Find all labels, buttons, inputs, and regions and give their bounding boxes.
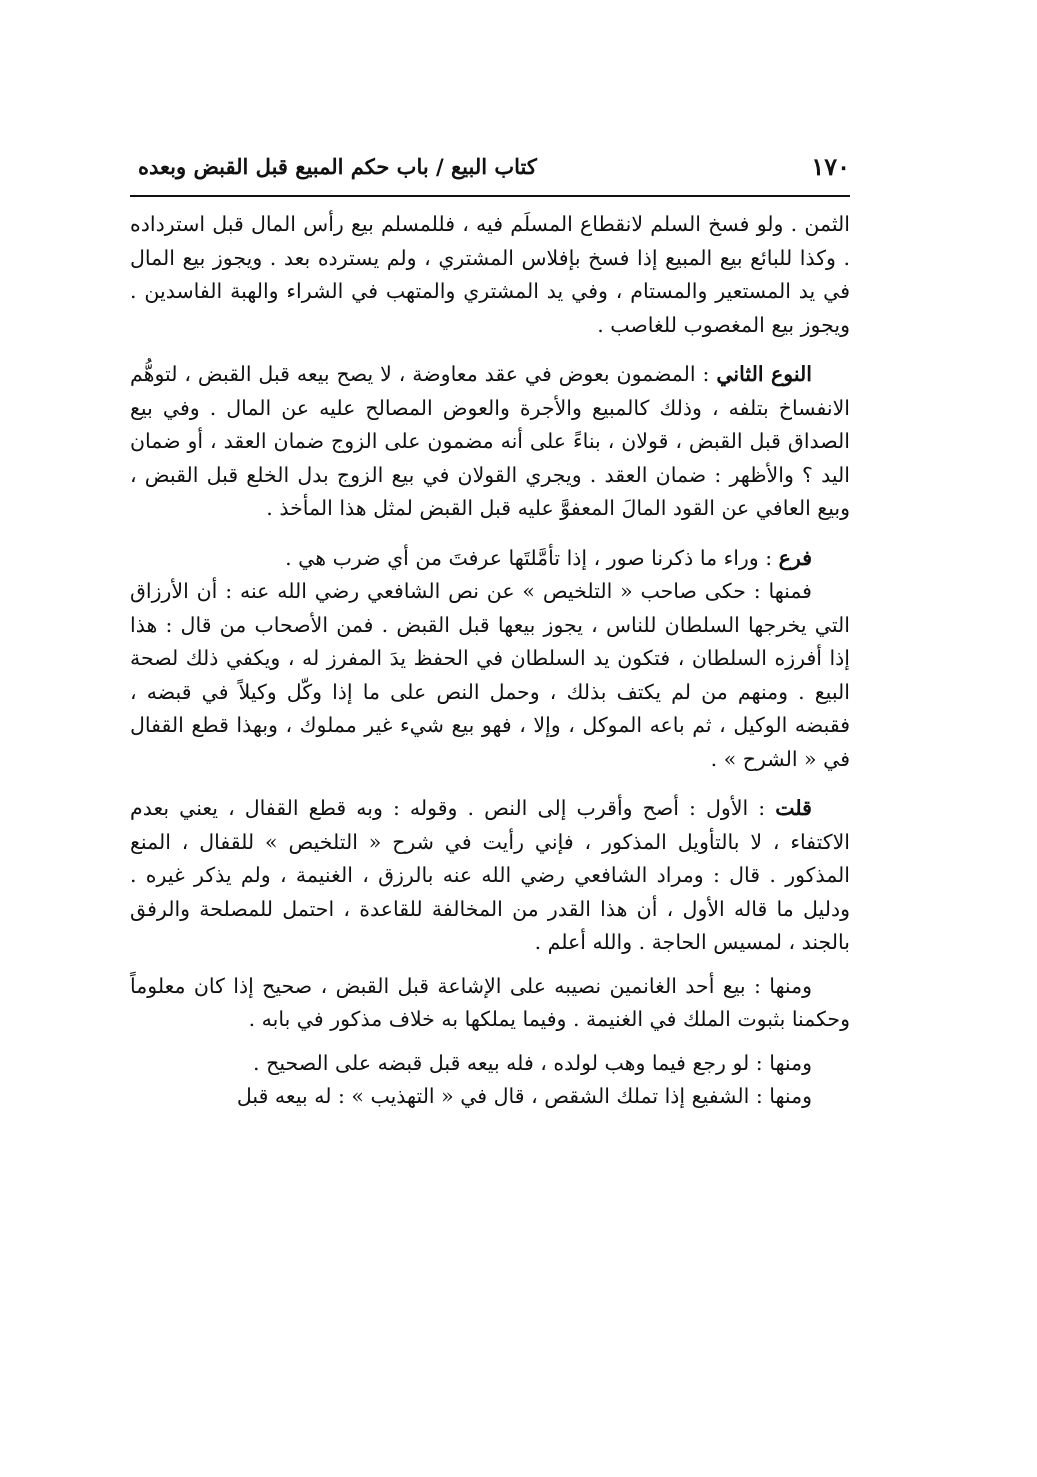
section-lead: قلت: [775, 796, 812, 820]
paragraph-text: ومنها : الشفيع إذا تملك الشقص ، قال في « التهذيب » : له بيعه قبل: [236, 1084, 812, 1108]
paragraph-text: ومنها : بيع أحد الغانمين نصيبه على الإشاعة قبل القبض ، صحيح إذا كان معلوماً وحكمنا بثبوت الملك في الغنيمة . وفيما يملكها به خلاف مذكور في بابه .: [130, 973, 850, 1031]
paragraph-gap: [130, 776, 850, 792]
section-lead: فرع: [778, 545, 812, 570]
paragraph-text: : وراء ما ذكرنا صور ، إذا تأمَّلتَها عرفتَ من أي ضرب هي .: [285, 545, 773, 570]
paragraph-3: [130, 542, 850, 576]
paragraph-text: : الأول : أصح وأقرب إلى النص . وقوله : وبه قطع القفال ، يعني بعدم الاكتفاء ، لا بالتأويل المذكور ، فإني رأيت في شرح « التلخيص » للقفال ، المنع المذكور . قال : ومراد الشافعي رضي الله عنه بالرزق ، الغنيمة ، ولم يذكر غيره . ودليل ما قاله الأول ، أن هذا القدر من المخالفة للقاعدة ، احتمل للمصلحة والرفق بالجند ، لمسيس الحاجة . والله أعلم .: [130, 796, 851, 954]
paragraph-gap: [130, 342, 850, 358]
paragraph-text: : المضمون بعوض في عقد معاوضة ، لا يصح بيعه قبل القبض ، لتوهُّم الانفساخ بتلفه ، وذلك كالمبيع والأجرة والعوض المصالح عليه عن المال . وفي بيع الصداق قبل القبض ، قولان ، بناءً على أنه مضمون على الزوج ضمان العقد ، أو ضمان اليد ؟ والأظهر : ضمان العقد . ويجري القولان في بيع الزوج بدل الخلع قبل القبض ، وبيع العافي عن القود المالَ المعفوَّ عليه قبل القبض لمثل هذا المأخذ .: [130, 362, 850, 520]
paragraph-gap: [130, 960, 850, 970]
paragraph-8: [130, 1080, 850, 1114]
paragraph-text: ومنها : لو رجع فيما وهب لولده ، فله بيعه قبل قبضه على الصحيح .: [253, 1050, 812, 1075]
paragraph-5: [130, 792, 850, 960]
paragraph-1: [130, 208, 850, 342]
section-lead: النوع الثاني: [716, 362, 812, 386]
paragraph-6: [130, 970, 850, 1037]
paragraph-4: [130, 575, 850, 776]
paragraph-gap: [130, 526, 850, 542]
page-number: ١٧٠: [811, 152, 850, 181]
paragraph-gap: [130, 1037, 850, 1047]
page-header: [130, 150, 850, 190]
header-divider: [130, 195, 850, 197]
paragraph-text: فمنها : حكى صاحب « التلخيص » عن نص الشافعي رضي الله عنه : أن الأرزاق التي يخرجها السلطان للناس ، يجوز بيعها قبل القبض . فمن الأصحاب من قال : هذا إذا أفرزه السلطان ، فتكون يد السلطان في الحفظ يدَ المفرز له ، ويكفي ذلك لصحة البيع . ومنهم من لم يكتف بذلك ، وحمل النص على ما إذا وكّل وكيلاً في قبضه ، فقبضه الوكيل ، ثم باعه الموكل ، وإلا ، فهو بيع شيء غير مملوك ، وبهذا قطع القفال في « الشرح » .: [130, 579, 850, 771]
running-title: كتاب البيع / باب حكم المبيع قبل القبض وبعده: [138, 154, 537, 179]
paragraph-2: [130, 358, 850, 526]
page-body: [130, 208, 850, 1114]
paragraph-text: الثمن . ولو فسخ السلم لانقطاع المسلَم فيه ، فللمسلم بيع رأس المال قبل استرداده . وكذا للبائع بيع المبيع إذا فسخ بإفلاس المشتري ، ولم يسترده بعد . ويجوز بيع المال في يد المستعير والمستام ، وفي يد المشتري والمتهب في الشراء والهبة الفاسدين . ويجوز بيع المغصوب للغاصب .: [130, 212, 850, 337]
paragraph-7: [130, 1047, 850, 1081]
